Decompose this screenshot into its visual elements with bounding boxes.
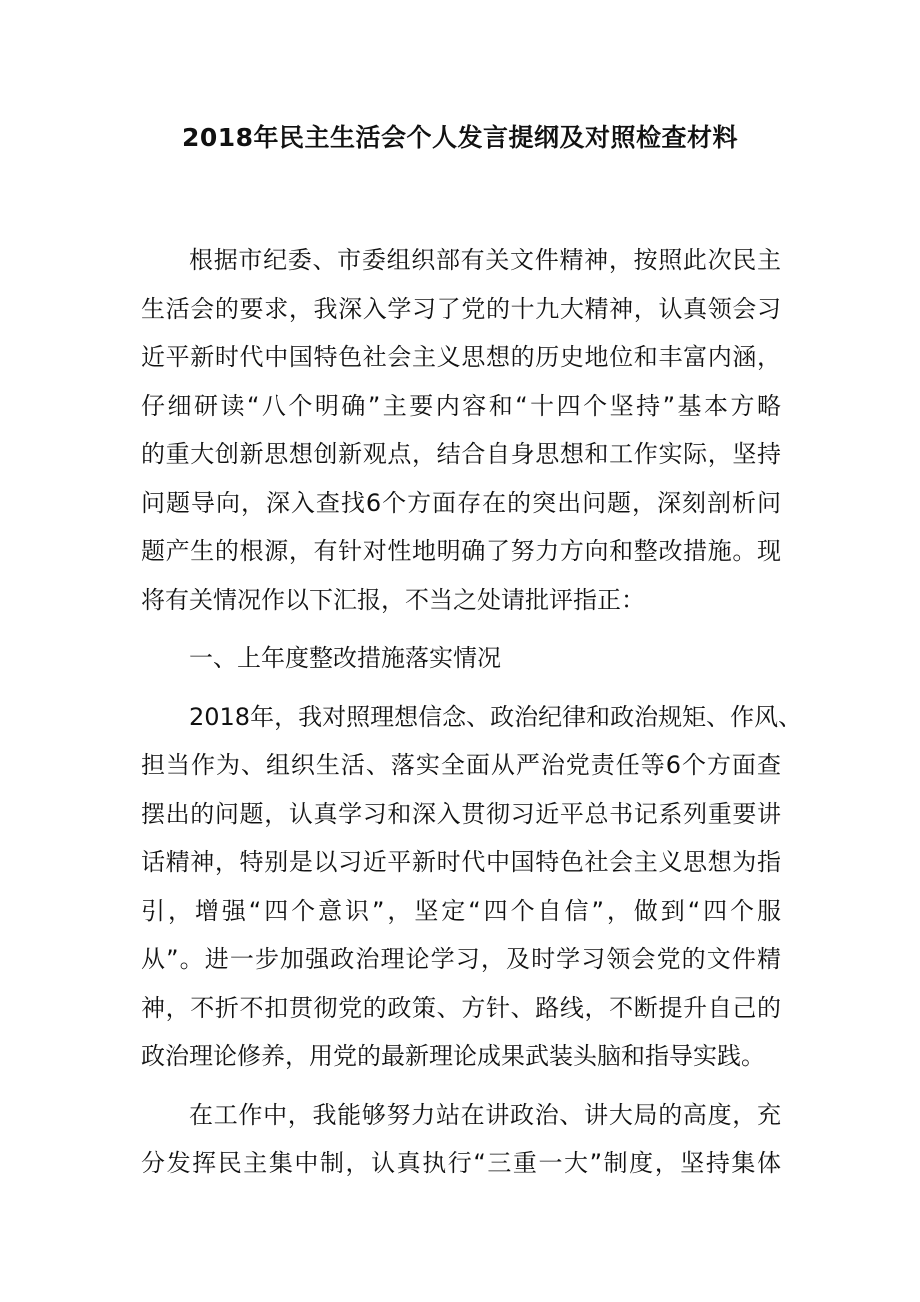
- text-line: 将有关情况作以下汇报，不当之处请批评指正：: [141, 585, 645, 614]
- text-line: 题产生的根源，有针对性地明确了努力方向和整改措施。现: [141, 537, 781, 565]
- text-line: 分发挥民主集中制，认真执行“三重一大”制度，坚持集体: [141, 1149, 781, 1177]
- paragraph-work: [141, 1091, 781, 1188]
- text-line: 生活会的要求，我深入学习了党的十九大精神，认真领会习: [141, 294, 781, 323]
- text-line: 根据市纪委、市委组织部有关文件精神，按照此次民主: [189, 246, 781, 274]
- text-line: 话精神，特别是以习近平新时代中国特色社会主义思想为指: [141, 848, 781, 876]
- document-body: [141, 236, 803, 1198]
- text-line: 神，不折不扣贯彻党的政策、方针、路线，不断提升自己的: [141, 993, 781, 1022]
- text-line: 担当作为、组织生活、落实全面从严治党责任等6个方面查: [141, 751, 781, 779]
- section-heading-text: 一、上年度整改措施落实情况: [189, 644, 501, 672]
- text-line: 近平新时代中国特色社会主义思想的历史地位和丰富内涵，: [141, 343, 781, 371]
- text-line: 2018年，我对照理想信念、政治纪律和政治规矩、作风、: [189, 702, 803, 731]
- text-line: 摆出的问题，认真学习和深入贯彻习近平总书记系列重要讲: [141, 799, 781, 828]
- document-title: 2018年民主生活会个人发言提纲及对照检查材料: [181, 123, 739, 152]
- text-line: 问题导向，深入查找6个方面存在的突出问题，深刻剖析问: [141, 488, 781, 517]
- text-line: 引，增强“四个意识”，坚定“四个自信”，做到“四个服: [141, 896, 781, 925]
- text-line: 政治理论修养，用党的最新理论成果武装头脑和指导实践。: [141, 1042, 765, 1070]
- section-heading: [141, 634, 781, 683]
- paragraph-intro: [141, 236, 781, 624]
- text-line: 的重大创新思想创新观点，结合自身思想和工作实际，坚持: [141, 440, 781, 468]
- text-line: 从”。进一步加强政治理论学习，及时学习领会党的文件精: [141, 945, 781, 973]
- text-line: 仔细研读“八个明确”主要内容和“十四个坚持”基本方略: [141, 391, 781, 420]
- text-line: 在工作中，我能够努力站在讲政治、讲大局的高度，充: [189, 1100, 781, 1129]
- paragraph-review: [141, 693, 803, 1081]
